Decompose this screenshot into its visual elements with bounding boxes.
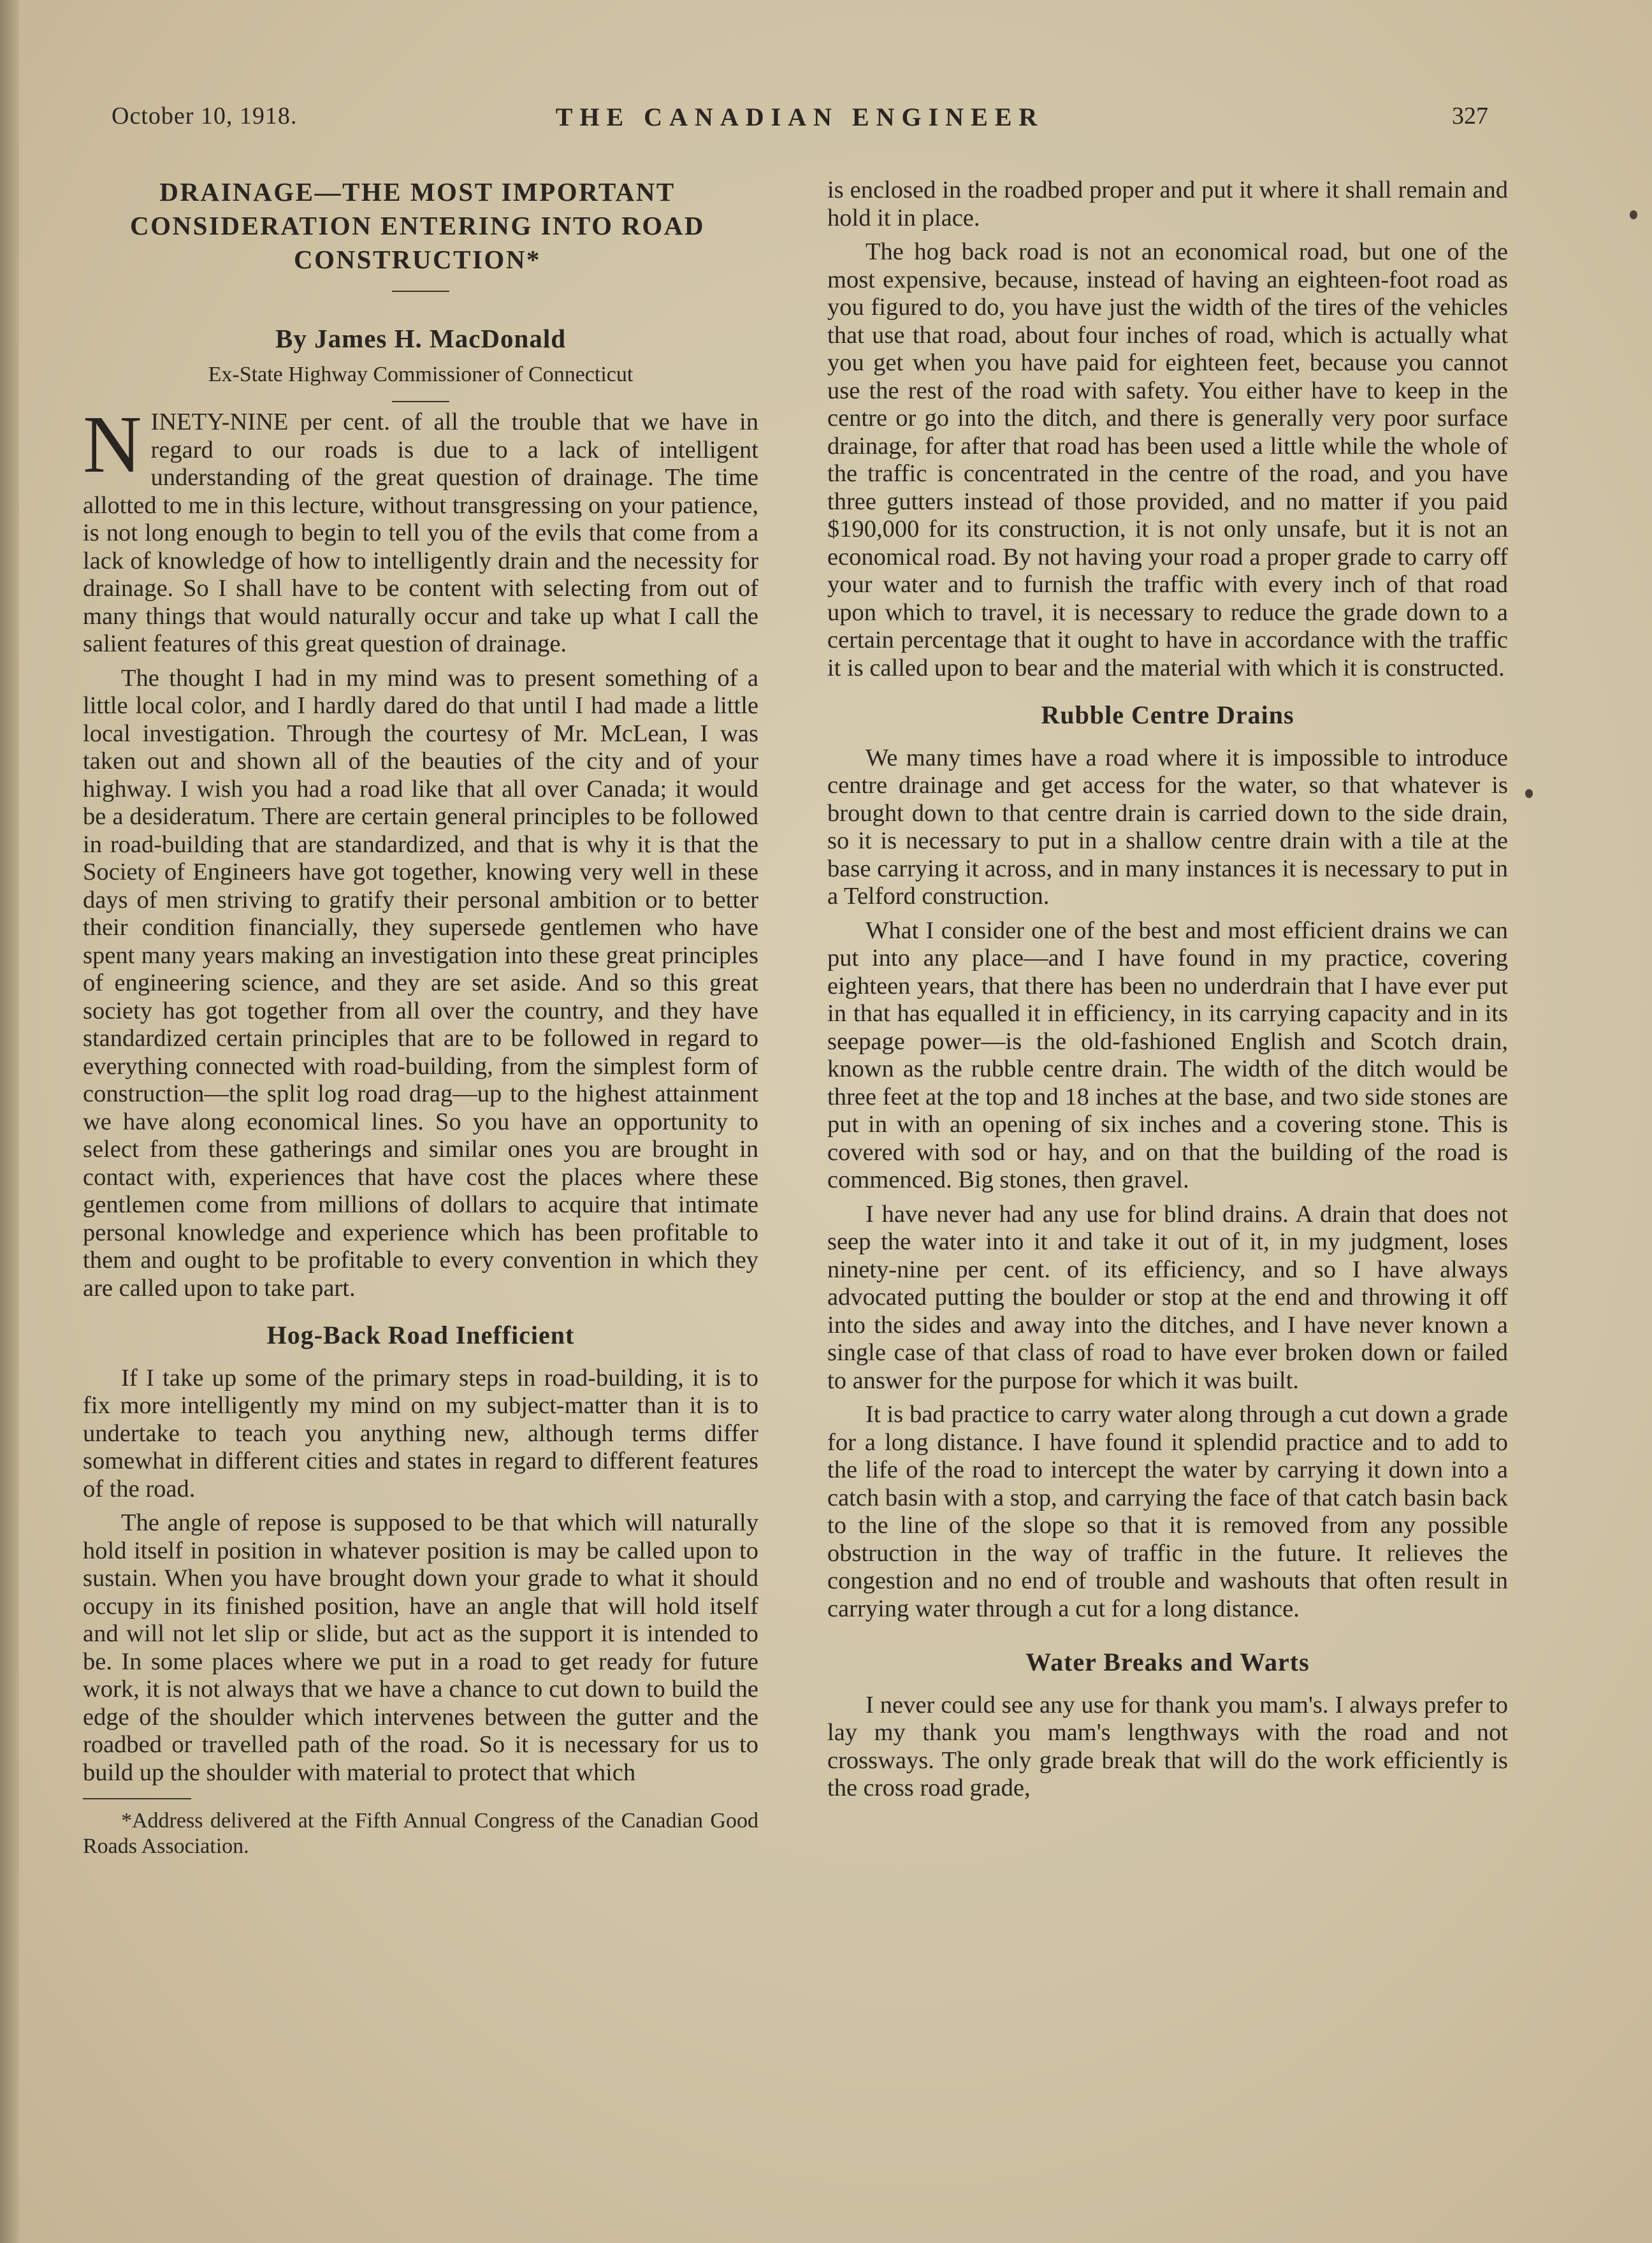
paragraph: I never could see any use for thank you mam's. I always prefer to lay my thank you mam's lengthways with the road and not crossways. The only grade break that will do the work efficiently is the cross road grade, [827, 1691, 1508, 1801]
paragraph-text: per cent. of all the trouble that we have in regard to our roads is due to a lack of intelligent understanding of the great question of drainage. The time allotted to me in this lecture, without transgressing on your patience, is not long enough to begin to tell you of the evils that come from a lack of knowledge of how to intelligently drain and the necessity for drainage. So I shall have to be content with selecting from out of many things that would naturally occur and take up what I call the salient features of this great question of drainage. [83, 409, 758, 657]
paragraph: is enclosed in the roadbed proper and put it where it shall remain and hold it in place. [827, 177, 1508, 231]
paragraph: I have never had any use for blind drains. A drain that does not seep the water into it and take it out of it, in my judgment, loses ninety-nine per cent. of its efficiency, and so I have always advocated putting the boulder or stop at the end and throwing it off into the sides and away into the ditches, and I have never known a single case of that class of road to have ever broken down or failed to answer for the purpose for which it was built. [827, 1200, 1508, 1394]
author-title: Ex-State Highway Commissioner of Connecticut [208, 362, 634, 386]
article-title: DRAINAGE—THE MOST IMPORTANT CONSIDERATION ENTERING INTO ROAD CONSTRUCTION* [129, 177, 706, 274]
paragraph [83, 399, 758, 658]
running-head [112, 102, 1488, 140]
right-column [827, 177, 1508, 1803]
paragraph: We many times have a road where it is impossible to introduce centre drainage and get access for the water, so that whatever is brought down to that centre drain is carried down to the side drain, so it is necessary to put in a shallow centre drain with a tile at the base carrying it across, and in many instances it is necessary to put in a Telford construction. [827, 744, 1508, 910]
journal-title: THE CANADIAN ENGINEER [555, 103, 1045, 131]
paragraph: The thought I had in my mind was to present something of a little local color, and I hardly dared do that until I had made a little local investigation. Through the courtesy of Mr. McLean, I was taken out and shown all of the beauties of the city and of your highway. I wish you had a road like that all over Canada; it would be a desideratum. There are certain general principles to be followed in road-building that are standardized, and that is why it is that the Society of Engineers have got together, knowing very well in these days of men striving to gratify their personal ambition or to better their condition financially, they supersede gentlemen who have spent many years making an investigation into these great principles of engineering science, and they are set aside. And so this great society has got together from all over the country, and they have standardized certain principles that are to be followed in regard to everything connected with road-building, from the simplest form of construction—the split log road drag—up to the highest attainment we have along economical lines. So you have an opportunity to select from these gatherings and similar ones you are brought in contact with, experiences that have cost the places where these gentlemen come from millions of dollars to acquire that intimate personal knowledge and experience which has been profitable to them and ought to be profitable to every convention in which they are called upon to take part. [83, 664, 758, 1302]
footnote: *Address delivered at the Fifth Annual Congress of the Canadian Good Roads Association. [83, 1809, 758, 1858]
ink-speck [1630, 210, 1637, 219]
paragraph: The hog back road is not an economical road, but one of the most expensive, because, instead of having an eighteen-foot road as you figured to do, you have just the width of the tires of the vehicles that use that road, about four inches of road, which is actually what you get when you have paid for eighteen feet, because you cannot use the rest of the road with safety. You either have to keep in the centre or go into the ditch, and there is generally very poor surface drainage, for after that road has been used a little while the whole of the traffic is concentrated in the centre of the road, and you have three gutters instead of those provided, and no matter if you paid $190,000 for its construction, it is not only unsafe, but it is not an economical road. By not having your road a proper grade to carry off your water and to furnish the traffic with every inch of that road upon which to travel, it is necessary to reduce the grade down to a certain percentage that it ought to have in accordance with the traffic it is called upon to bear and the material with which it is constructed. [827, 238, 1508, 681]
intro-small-caps: INETY-NINE [150, 409, 289, 435]
drop-cap: N [83, 399, 142, 490]
binding-edge [0, 0, 19, 2243]
paragraph: It is bad practice to carry water along through a cut down a grade for a long distance. I have found it splendid practice and to add to the life of the road to intercept the water by carrying it down into a catch basin with a stop, and carrying the face of that catch basin back to the line of the slope so that it is removed from any possible obstruction in the way of traffic in the future. It relieves the congestion and no end of trouble and washouts that often result in carrying water through a cut for a long distance. [827, 1401, 1508, 1622]
ink-speck [1525, 789, 1533, 798]
left-column [83, 175, 758, 1859]
byline: By James H. MacDonald [275, 324, 567, 353]
section-heading: Rubble Centre Drains [1041, 700, 1294, 729]
divider-rule [392, 291, 449, 292]
section-heading: Hog-Back Road Inefficient [266, 1321, 575, 1349]
paragraph: What I consider one of the best and most efficient drains we can put into any place—and I have found in my practice, covering eighteen years, that there has been no underdrain that I have ever put in that has equalled it in efficiency, in its carrying capacity and in its seepage power—is the old-fashioned English and Scotch drain, known as the rubble centre drain. The width of the ditch would be three feet at the top and 18 inches at the base, and two side stones are put in with an opening of six inches and a covering stone. This is covered with sod or hay, and on that the building of the road is commenced. Big stones, then gravel. [827, 917, 1508, 1193]
footnote-rule [83, 1798, 191, 1799]
header-date: October 10, 1918. [112, 103, 298, 129]
paragraph: If I take up some of the primary steps in road-building, it is to fix more intelligently my mind on my subject-matter than it is to undertake to teach you anything new, although terms differ somewhat in different cities and states in regard to different features of the road. [83, 1364, 758, 1502]
page-number: 327 [1452, 103, 1488, 129]
section-heading: Water Breaks and Warts [1025, 1648, 1310, 1676]
paragraph: The angle of repose is supposed to be that which will naturally hold itself in position in whatever position is may be called upon to sustain. When you have brought down your grade to what it should occupy in its finished position, have an angle that will hold itself and will not let slip or slide, but act as the support it is intended to be. In some places where we put in a road to get ready for future work, it is not always that we have a chance to cut down to build the edge of the shoulder which intervenes between the gutter and the roadbed or travelled path of the road. So it is necessary for us to build up the shoulder with material to protect that which [83, 1509, 758, 1786]
divider-rule [392, 401, 449, 402]
